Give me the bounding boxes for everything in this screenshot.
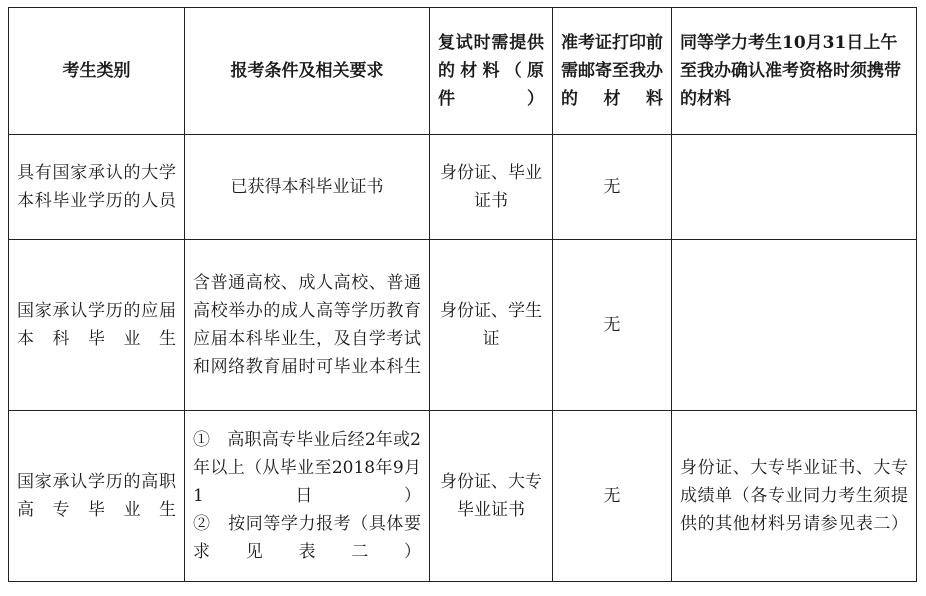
row-category: 具有国家承认的大学本科毕业学历的人员 bbox=[9, 135, 185, 240]
table-header-row bbox=[9, 8, 917, 135]
row-retest-materials: 身份证、大专毕业证书 bbox=[430, 411, 553, 582]
row-mail-materials: 无 bbox=[553, 411, 672, 582]
header-requirements: 报考条件及相关要求 bbox=[185, 8, 430, 135]
row-requirements bbox=[185, 411, 430, 582]
row-equivalent-materials bbox=[672, 240, 917, 411]
header-mail-materials: 准考证打印前需邮寄至我办的材料 bbox=[553, 8, 672, 135]
table-row bbox=[9, 411, 917, 582]
row-mail-materials: 无 bbox=[553, 240, 672, 411]
row-requirements: 已获得本科毕业证书 bbox=[185, 135, 430, 240]
row-retest-materials: 身份证、学生证 bbox=[430, 240, 553, 411]
row-category: 国家承认学历的高职高专毕业生 bbox=[9, 411, 185, 582]
table-row bbox=[9, 135, 917, 240]
requirement-item-1: ① 高职高专毕业后经2年或2年以上（从毕业至2018年9月1日） bbox=[193, 430, 421, 506]
header-retest-materials: 复试时需提供的材料（原件） bbox=[430, 8, 553, 135]
table-row bbox=[9, 240, 917, 411]
row-equivalent-materials: 身份证、大专毕业证书、大专成绩单（各专业同力考生须提供的其他材料另请参见表二） bbox=[672, 411, 917, 582]
row-equivalent-materials bbox=[672, 135, 917, 240]
row-category: 国家承认学历的应届本科毕业生 bbox=[9, 240, 185, 411]
row-requirements: 含普通高校、成人高校、普通高校举办的成人高等学历教育应届本科毕业生，及自学考试和网络教育届时可毕业本科生 bbox=[185, 240, 430, 411]
row-retest-materials: 身份证、毕业证书 bbox=[430, 135, 553, 240]
requirement-item-2: ② 按同等学力报考（具体要求见表二） bbox=[193, 514, 421, 562]
header-equivalent-materials: 同等学力考生10月31日上午至我办确认准考资格时须携带的材料 bbox=[672, 8, 917, 135]
admission-materials-table bbox=[8, 7, 917, 582]
header-category: 考生类别 bbox=[9, 8, 185, 135]
row-mail-materials: 无 bbox=[553, 135, 672, 240]
